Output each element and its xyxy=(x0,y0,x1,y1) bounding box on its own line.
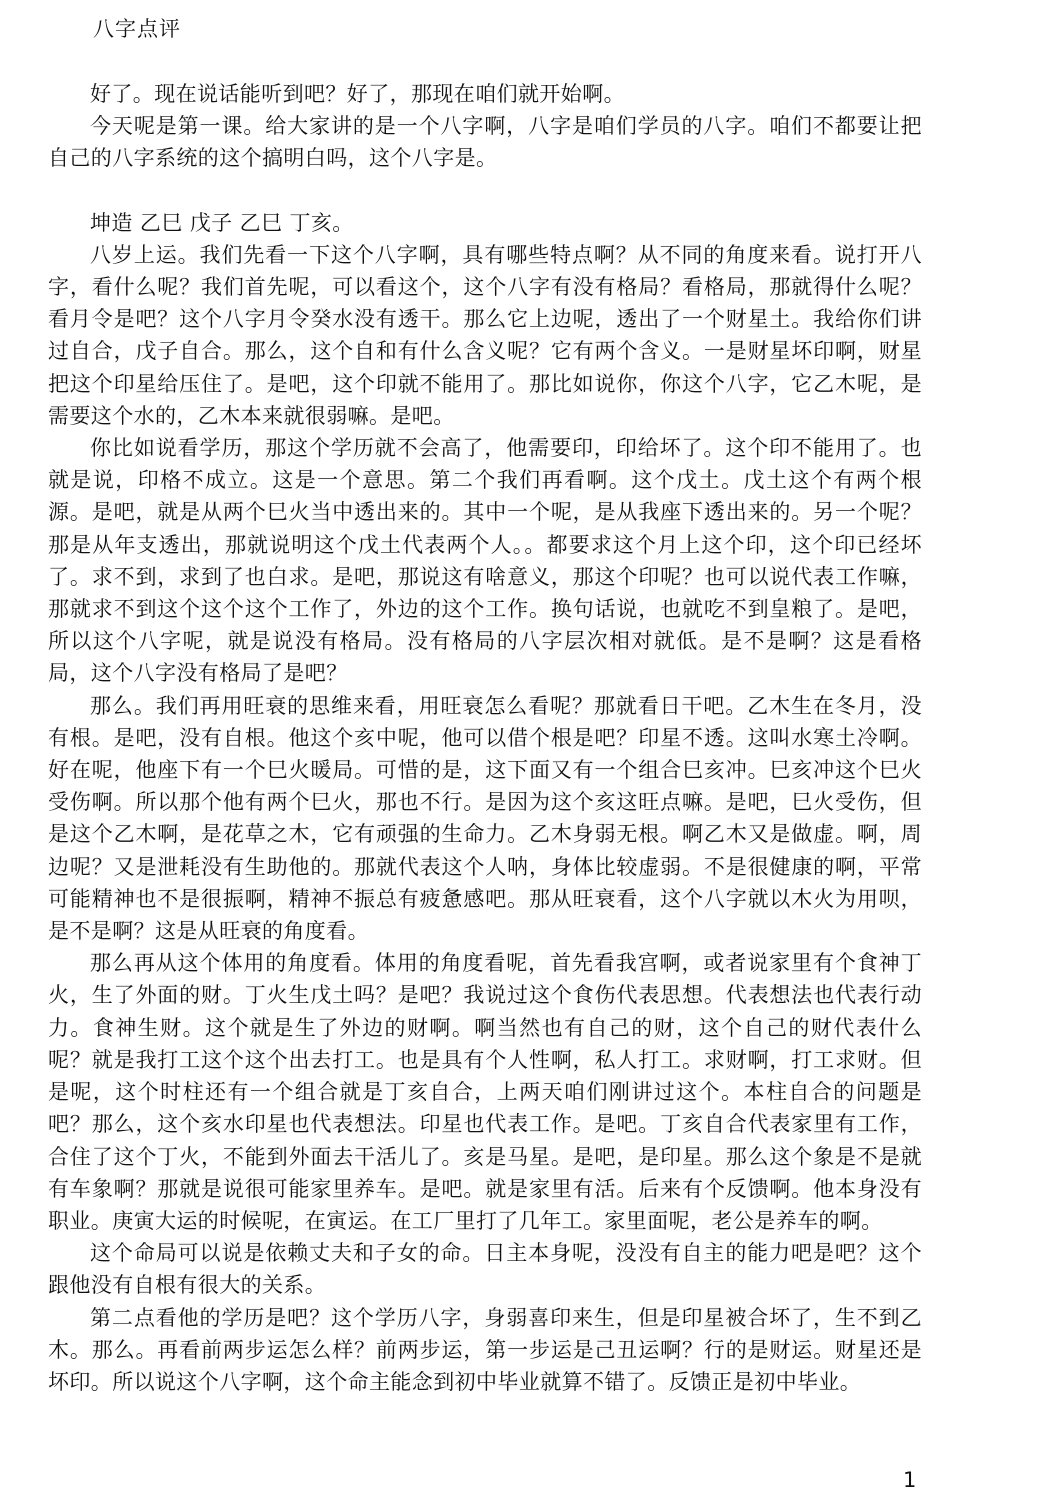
paragraph: 好了。现在说话能听到吧？好了，那现在咱们就开始啊。 xyxy=(90,82,625,106)
paragraph: 八岁上运。我们先看一下这个八字啊，具有哪些特点啊？从不同的角度来看。说打开八字，看什么呢？我们首先呢，可以看这个，这个八字有没有格局？看格局，那就得什么呢？看月令是吧？这个八字月令癸水没有透干。那么它上边呢，透出了一个财星土。我给你们讲过自合，戊子自合。那么，这个自和有什么含义呢？它有两个含义。一是财星坏印啊，财星把这个印星给压住了。是吧，这个印就不能用了。那比如说你，你这个八字，它乙木呢，是需要这个水的，乙木本来就很弱嘛。是吧。 xyxy=(48,242,922,428)
paragraph: 第二点看他的学历是吧？这个学历八字，身弱喜印来生，但是印星被合坏了，生不到乙木。那么。再看前两步运怎么样？前两步运，第一步运是己丑运啊？行的是财运。财星还是坏印。所以说这个八字啊，这个命主能念到初中毕业就算不错了。反馈正是初中毕业。 xyxy=(48,1305,922,1394)
page-header-title: 八字点评 xyxy=(93,17,181,41)
page-number: 1 xyxy=(903,1468,917,1492)
document-body xyxy=(48,78,922,1398)
chart-line: 坤造 乙巳 戊子 乙巳 丁亥。 xyxy=(90,210,354,235)
paragraph: 那么再从这个体用的角度看。体用的角度看呢，首先看我宫啊，或者说家里有个食神丁火，生了外面的财。丁火生戊土吗？是吧？我说过这个食伤代表思想。代表想法也代表行动力。食神生财。这个就是生了外边的财啊。啊当然也有自己的财，这个自己的财代表什么呢？就是我打工这个这个出去打工。也是具有个人性啊，私人打工。求财啊，打工求财。但是呢，这个时柱还有一个组合就是丁亥自合，上两天咱们刚讲过这个。本柱自合的问题是吧？那么，这个亥水印星也代表想法。印星也代表工作。是吧。丁亥自合代表家里有工作，合住了这个丁火，不能到外面去干活儿了。亥是马星。是吧，是印星。那么这个象是不是就有车象啊？那就是说很可能家里养车。是吧。就是家里有活。后来有个反馈啊。他本身没有职业。庚寅大运的时候呢，在寅运。在工厂里打了几年工。家里面呢，老公是养车的啊。 xyxy=(48,951,922,1233)
paragraph: 那么。我们再用旺衰的思维来看，用旺衰怎么看呢？那就看日干吧。乙木生在冬月，没有根。是吧，没有自根。他这个亥中呢，他可以借个根是吧？印星不透。这叫水寒土冷啊。好在呢，他座下有一个巳火暖局。可惜的是，这下面又有一个组合巳亥冲。巳亥冲这个巳火受伤啊。所以那个他有两个巳火，那也不行。是因为这个亥这旺点嘛。是吧，巳火受伤，但是这个乙木啊，是花草之木，它有顽强的生命力。乙木身弱无根。啊乙木又是做虚。啊，周边呢？又是泄耗没有生助他的。那就代表这个人呐，身体比较虚弱。不是很健康的啊，平常可能精神也不是很振啊，精神不振总有疲惫感吧。那从旺衰看，这个八字就以木火为用呗，是不是啊？这是从旺衰的角度看。 xyxy=(48,693,922,944)
paragraph: 你比如说看学历，那这个学历就不会高了，他需要印，印给坏了。这个印不能用了。也就是说，印格不成立。这是一个意思。第二个我们再看啊。这个戊土。戊土这个有两个根源。是吧，就是从两个巳火当中透出来的。其中一个呢，是从我座下透出来的。另一个呢？那是从年支透出，那就说明这个戊土代表两个人。。都要求这个月上这个印，这个印已经坏了。求不到，求到了也白求。是吧，那说这有啥意义，那这个印呢？也可以说代表工作嘛，那就求不到这个这个这个工作了，外边的这个工作。换句话说，也就吃不到皇粮了。是吧，所以这个八字呢，就是说没有格局。没有格局的八字层次相对就低。是不是啊？这是看格局，这个八字没有格局了是吧？ xyxy=(48,436,922,686)
paragraph: 今天呢是第一课。给大家讲的是一个八字啊，八字是咱们学员的八字。咱们不都要让把自己的八字系统的这个搞明白吗，这个八字是。 xyxy=(48,114,922,171)
paragraph: 这个命局可以说是依赖丈夫和子女的命。日主本身呢，没没有自主的能力吧是吧？这个跟他没有自根有很大的关系。 xyxy=(48,1241,922,1298)
